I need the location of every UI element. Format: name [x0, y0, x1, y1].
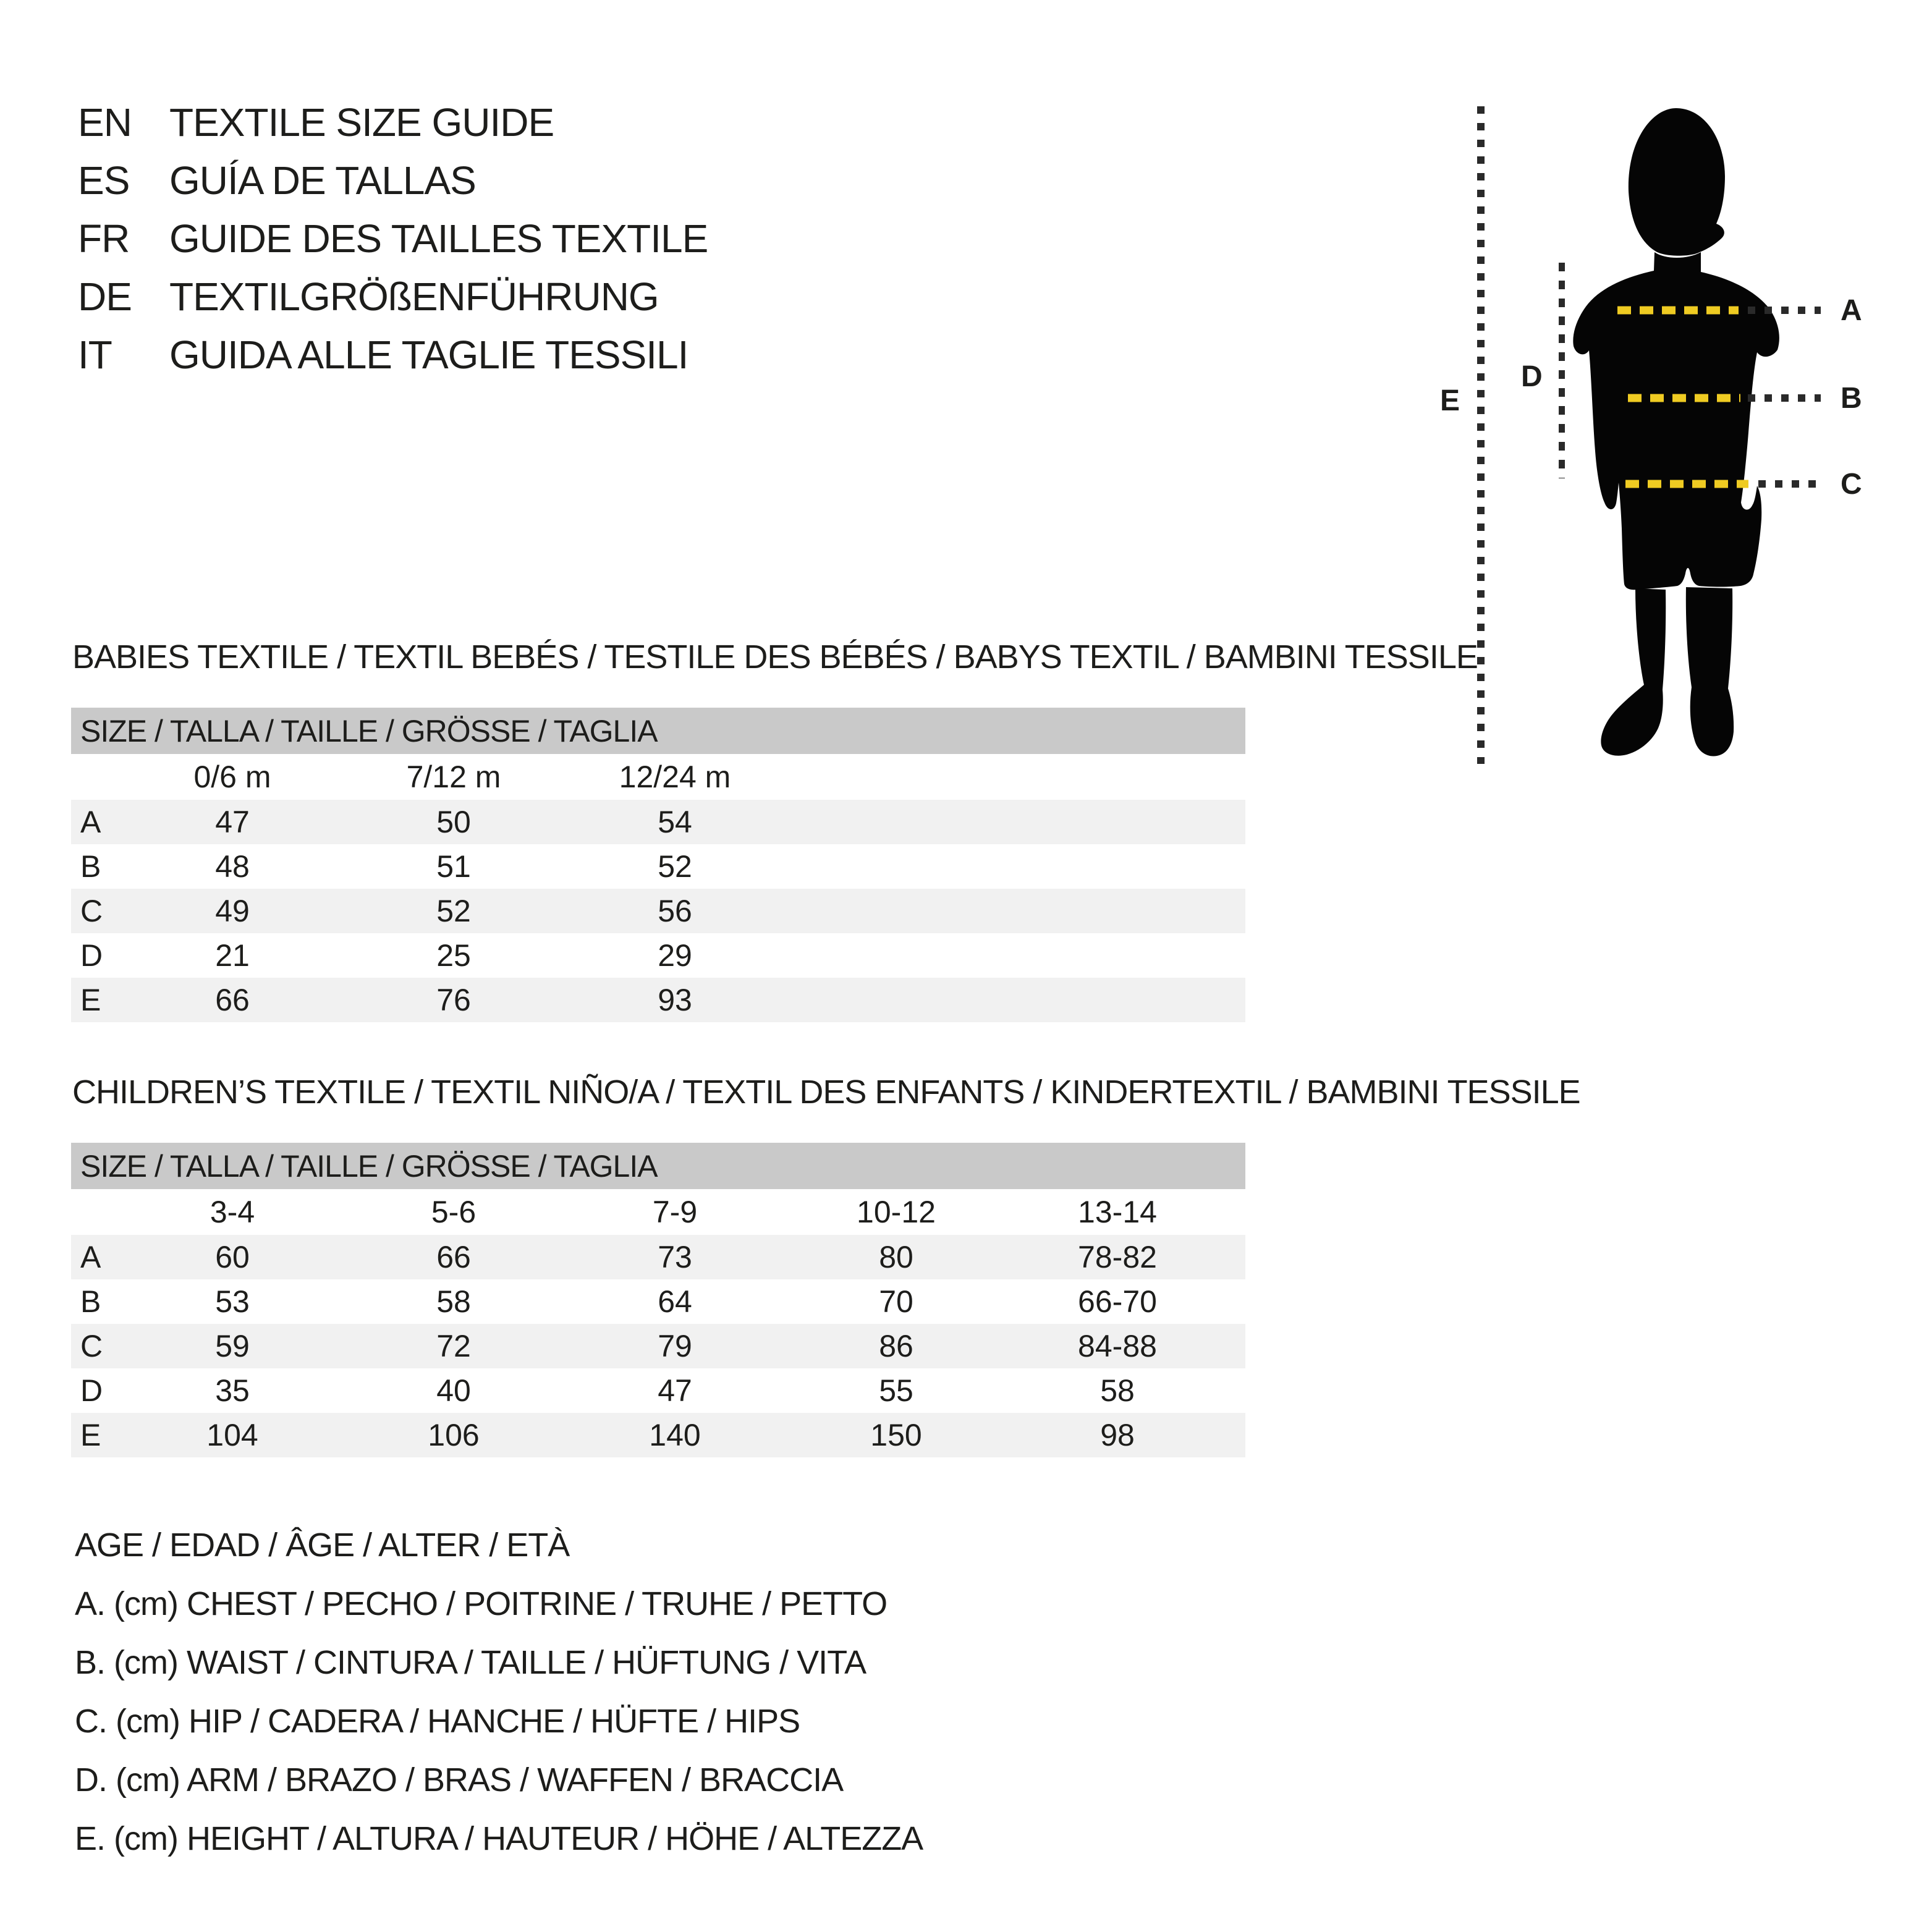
column-header: 10-12 — [857, 1195, 936, 1229]
language-row — [78, 326, 708, 384]
table-row — [71, 844, 1245, 889]
language-code: IT — [78, 333, 112, 377]
legend-line — [75, 1574, 923, 1633]
row-label: C — [80, 894, 103, 928]
legend-text: C. (cm) HIP / CADERA / HANCHE / HÜFTE / HIPS — [75, 1702, 800, 1740]
legend-line — [75, 1515, 923, 1574]
babies-section-title: BABIES TEXTILE / TEXTIL BEBÉS / TESTILE DES BÉBÉS / BABYS TEXTIL / BAMBINI TESSILE — [72, 638, 1478, 676]
legend-text: A. (cm) CHEST / PECHO / POITRINE / TRUHE / PETTO — [75, 1585, 888, 1622]
legend-text: AGE / EDAD / ÂGE / ALTER / ETÀ — [75, 1526, 570, 1564]
guide-title: TEXTILE SIZE GUIDE — [169, 100, 554, 145]
table-cell: 54 — [658, 805, 692, 839]
size-header-label: SIZE / TALLA / TAILLE / GRÖSSE / TAGLIA — [80, 1148, 658, 1184]
table-row — [71, 1368, 1245, 1413]
table-cell: 76 — [436, 983, 471, 1017]
table-cell: 25 — [436, 938, 471, 973]
child-silhouette — [1573, 108, 1779, 756]
table-cell: 58 — [1100, 1373, 1135, 1408]
legend-text: B. (cm) WAIST / CINTURA / TAILLE / HÜFTUNG / VITA — [75, 1643, 866, 1681]
table-cell: 40 — [436, 1373, 471, 1408]
table-cell: 70 — [879, 1284, 913, 1319]
table-cell: 56 — [658, 894, 692, 928]
size-header-band — [71, 708, 1245, 754]
table-cell: 73 — [658, 1240, 692, 1274]
table-cell: 35 — [215, 1373, 250, 1408]
table-cell: 60 — [215, 1240, 250, 1274]
table-cell: 104 — [206, 1418, 258, 1452]
table-cell: 150 — [870, 1418, 922, 1452]
table-cell: 72 — [436, 1329, 471, 1363]
table-cell: 93 — [658, 983, 692, 1017]
label-waist-B: B — [1841, 382, 1862, 415]
legend-line — [75, 1633, 923, 1692]
table-cell: 52 — [658, 849, 692, 884]
guide-title: GUIDE DES TAILLES TEXTILE — [169, 216, 708, 261]
column-header: 7-9 — [652, 1195, 698, 1229]
table-cell: 106 — [428, 1418, 480, 1452]
table-cell: 66 — [215, 983, 250, 1017]
table-cell: 79 — [658, 1329, 692, 1363]
legend-text: D. (cm) ARM / BRAZO / BRAS / WAFFEN / BRACCIA — [75, 1761, 844, 1799]
table-row — [71, 889, 1245, 933]
row-label: E — [80, 983, 101, 1017]
row-label: B — [80, 1284, 101, 1319]
table-cell: 49 — [215, 894, 250, 928]
language-code: ES — [78, 158, 130, 203]
label-hip-C: C — [1841, 468, 1862, 501]
legend-line — [75, 1809, 923, 1868]
language-code: DE — [78, 274, 132, 319]
size-header-label: SIZE / TALLA / TAILLE / GRÖSSE / TAGLIA — [80, 713, 658, 748]
table-row — [71, 1279, 1245, 1324]
babies-size-table — [71, 708, 1245, 1022]
size-header-band — [71, 1143, 1245, 1189]
guide-title: GUIDA ALLE TAGLIE TESSILI — [169, 333, 688, 377]
column-header: 3-4 — [210, 1195, 255, 1229]
table-cell: 58 — [436, 1284, 471, 1319]
language-code: FR — [78, 216, 130, 261]
child-measurement-figure — [1421, 87, 1932, 779]
column-header: 13-14 — [1078, 1195, 1157, 1229]
table-cell: 48 — [215, 849, 250, 884]
table-cell: 80 — [879, 1240, 913, 1274]
language-row — [78, 151, 708, 210]
language-row — [78, 93, 708, 151]
babies-table-body — [71, 754, 1245, 1022]
language-code: EN — [78, 100, 132, 145]
label-chest-A: A — [1841, 294, 1862, 327]
table-cell: 52 — [436, 894, 471, 928]
table-row — [71, 800, 1245, 844]
row-label: D — [80, 938, 103, 973]
row-label: A — [80, 805, 101, 839]
children-section-title: CHILDREN’S TEXTILE / TEXTIL NIÑO/A / TEXTIL DES ENFANTS / KINDERTEXTIL / BAMBINI TESSILE — [72, 1074, 1580, 1111]
column-header-row — [71, 754, 1245, 800]
table-cell: 78-82 — [1078, 1240, 1157, 1274]
table-cell: 66-70 — [1078, 1284, 1157, 1319]
language-row — [78, 210, 708, 268]
guide-title: GUÍA DE TALLAS — [169, 158, 476, 203]
row-label: B — [80, 849, 101, 884]
table-cell: 66 — [436, 1240, 471, 1274]
table-cell: 53 — [215, 1284, 250, 1319]
measurement-legend — [75, 1515, 923, 1868]
guide-title: TEXTILGRÖßENFÜHRUNG — [169, 274, 659, 319]
table-row — [71, 1413, 1245, 1457]
table-row — [71, 1235, 1245, 1279]
children-table-body — [71, 1189, 1245, 1457]
row-label: C — [80, 1329, 103, 1363]
column-header: 0/6 m — [193, 760, 271, 794]
label-height-E: E — [1440, 384, 1460, 417]
table-cell: 51 — [436, 849, 471, 884]
row-label: E — [80, 1418, 101, 1452]
column-header: 7/12 m — [406, 760, 501, 794]
table-cell: 47 — [215, 805, 250, 839]
table-row — [71, 978, 1245, 1022]
column-header-row — [71, 1189, 1245, 1235]
legend-line — [75, 1750, 923, 1809]
table-cell: 84-88 — [1078, 1329, 1157, 1363]
legend-text: E. (cm) HEIGHT / ALTURA / HAUTEUR / HÖHE / ALTEZZA — [75, 1820, 923, 1857]
table-cell: 50 — [436, 805, 471, 839]
table-cell: 29 — [658, 938, 692, 973]
table-cell: 55 — [879, 1373, 913, 1408]
legend-line — [75, 1692, 923, 1750]
children-size-table — [71, 1143, 1245, 1457]
table-cell: 98 — [1100, 1418, 1135, 1452]
language-row — [78, 268, 708, 326]
table-cell: 64 — [658, 1284, 692, 1319]
table-row — [71, 1324, 1245, 1368]
table-cell: 21 — [215, 938, 250, 973]
table-cell: 59 — [215, 1329, 250, 1363]
column-header: 12/24 m — [619, 760, 731, 794]
label-arm-D: D — [1521, 360, 1543, 393]
language-guide — [78, 93, 708, 384]
table-cell: 140 — [649, 1418, 701, 1452]
row-label: A — [80, 1240, 101, 1274]
table-cell: 47 — [658, 1373, 692, 1408]
table-row — [71, 933, 1245, 978]
table-cell: 86 — [879, 1329, 913, 1363]
column-header: 5-6 — [431, 1195, 477, 1229]
row-label: D — [80, 1373, 103, 1408]
